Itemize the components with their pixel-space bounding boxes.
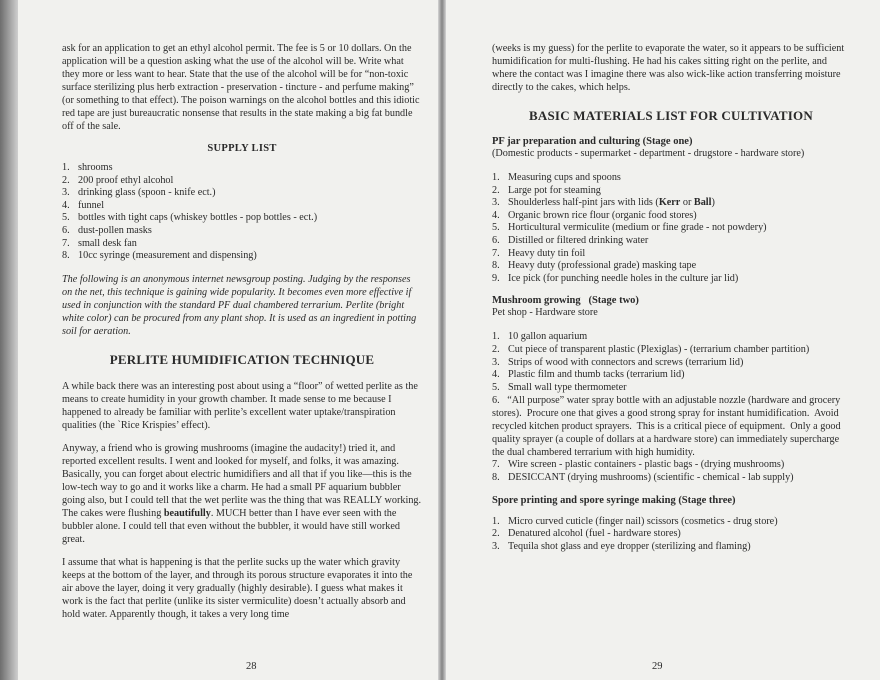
list-item xyxy=(492,222,850,235)
list-item-number: 7. xyxy=(62,237,70,249)
list-item xyxy=(492,344,850,357)
list-item xyxy=(62,250,422,263)
list-item-number: 2. xyxy=(492,184,500,196)
stage-two-list-continued xyxy=(492,459,850,484)
list-item-number: 8. xyxy=(492,471,500,483)
list-item-text xyxy=(508,197,850,210)
brand-name: Ball xyxy=(693,197,712,209)
stage-two-list xyxy=(492,331,850,394)
list-item-number: 8. xyxy=(492,260,500,272)
continued-paragraph: (weeks is my guess) for the perlite to evaporate the water, so it appears to be sufficient humidification for multi-flushing. He had his cakes sitting right on the perlite, and where the contact was I imagine there was also wick-like action transferring moisture directly to the cakes, which helps. xyxy=(492,43,845,93)
list-item xyxy=(492,235,850,248)
list-item-text: drinking glass (spoon - knife ect.) xyxy=(78,187,216,199)
list-item-number: 6. xyxy=(62,224,70,236)
supply-list-heading: SUPPLY LIST xyxy=(207,143,277,154)
list-item-text: bottles with tight caps (whiskey bottles - pop bottles - ect.) xyxy=(78,212,318,224)
list-item-number: 3. xyxy=(62,187,70,199)
list-item xyxy=(492,357,850,370)
list-item xyxy=(492,331,850,344)
list-item-text-part: Shoulderless half-pint jars with lids ( xyxy=(508,197,659,209)
list-item-number: 4. xyxy=(492,209,500,221)
list-item-text: DESICCANT (drying mushrooms) (scientific - chemical - lab supply) xyxy=(508,471,794,483)
list-item-number: 5. xyxy=(492,381,500,393)
list-item-number: 4. xyxy=(62,199,70,211)
list-item xyxy=(62,238,422,251)
list-item-number: 1. xyxy=(492,331,500,343)
list-item xyxy=(492,197,850,210)
list-item-text: 200 proof ethyl alcohol xyxy=(78,174,174,186)
list-item-number: 6. xyxy=(492,234,500,246)
list-item xyxy=(62,225,422,238)
list-item xyxy=(62,200,422,213)
list-item-text: shrooms xyxy=(78,162,113,173)
list-item xyxy=(62,162,422,175)
list-item-text: Micro curved cuticle (finger nail) scissors (cosmetics - drug store) xyxy=(508,515,778,527)
list-item xyxy=(492,382,850,395)
emphasis-text: beautifully xyxy=(163,507,211,519)
list-item-text: Organic brown rice flour (organic food stores) xyxy=(508,209,697,221)
list-item-text-part: or xyxy=(680,197,694,209)
list-item-text-part: ) xyxy=(711,197,715,209)
list-item-text: Heavy duty (professional grade) masking tape xyxy=(508,260,697,272)
list-item-text: Tequila shot glass and eye dropper (sterilizing and flaming) xyxy=(508,540,751,552)
list-item-text: Heavy duty tin foil xyxy=(508,247,586,259)
list-item-text: Horticultural vermiculite (medium or fine grade - not powdery) xyxy=(508,222,767,234)
paragraph-text: . MUCH better than I have ever seen with the bubbler alone. I could tell that even without the bubbler, it would have still worked great. xyxy=(62,507,400,545)
list-item-text: Small wall type thermometer xyxy=(508,381,627,393)
list-item xyxy=(62,212,422,225)
list-item-number: 1. xyxy=(62,162,70,173)
list-item-text: Wire screen - plastic containers - plastic bags - (drying mushrooms) xyxy=(508,459,785,471)
list-item xyxy=(492,273,850,286)
perlite-paragraph-3: I assume that what is happening is that the perlite sucks up the water which gravity keeps at the bottom of the layer, and through its porous structure evaporates it into the air above the layer, doing it very gradually (highly desirable). I guess what makes it work is the fact that perlite (unlike its sister vermiculite) doesn’t actually absorb and hold water. Apparently though, it takes a very long time xyxy=(62,556,413,620)
list-item-text: Plastic film and thumb tacks (terrarium lid) xyxy=(508,369,685,381)
list-item-number: 9. xyxy=(492,272,500,284)
list-item xyxy=(492,248,850,261)
list-item xyxy=(492,172,850,185)
page-number-right: 29 xyxy=(652,661,663,672)
list-item-number: 5. xyxy=(492,222,500,234)
list-item xyxy=(492,528,850,541)
list-item-text: Measuring cups and spoons xyxy=(508,172,621,183)
paragraph-text: Anyway, a friend who is growing mushrooms (imagine the audacity!) tried it, and reported excellent results. I went and looked for myself, and folks, it was amazing. Basically, you can forget about electric humidifiers and all that if you like—this is the low-tech way to go and it works like a charm. He had a small PF aquarium bubbler going also, but I could tell that the wet perlite was the thing that was REALLY working. The cakes were flushing xyxy=(62,442,422,519)
stage-two-heading: Mushroom growing (Stage two) xyxy=(492,295,639,307)
left-page xyxy=(18,0,438,680)
list-item-text: small desk fan xyxy=(78,237,137,249)
list-item-text: Ice pick (for punching needle holes in the culture jar lid) xyxy=(508,272,739,284)
list-item-text: Strips of wood with connectors and screws (terrarium lid) xyxy=(508,356,744,368)
perlite-paragraph-1: A while back there was an interesting post about using a “floor” of wetted perlite as the means to create humidity in your growth chamber. It made sense to me because I happened to already be familiar with perlite’s excellent water uptake/transpiration qualities (the `Rice Krispies’ effect). xyxy=(62,380,418,431)
list-item-text: Cut piece of transparent plastic (Plexiglas) - (terrarium chamber partition) xyxy=(508,343,810,355)
stage-three-heading: Spore printing and spore syringe making (Stage three) xyxy=(492,494,736,506)
list-item-number: 2. xyxy=(492,528,500,540)
stage-three-list xyxy=(492,516,850,554)
list-item xyxy=(492,260,850,273)
right-page xyxy=(446,0,880,680)
page-number-left: 28 xyxy=(246,661,257,672)
stage-one-heading: PF jar preparation and culturing (Stage one) xyxy=(492,136,693,147)
list-item-text: Denatured alcohol (fuel - hardware stores) xyxy=(508,528,681,540)
list-item xyxy=(492,459,850,472)
list-item-number: 3. xyxy=(492,356,500,368)
list-item xyxy=(492,516,850,529)
perlite-technique-heading: PERLITE HUMIDIFICATION TECHNIQUE xyxy=(109,351,375,367)
list-item-text: 10cc syringe (measurement and dispensing) xyxy=(78,250,257,262)
list-item-number: 3. xyxy=(492,540,500,552)
list-item xyxy=(492,185,850,198)
materials-list-heading: BASIC MATERIALS LIST FOR CULTIVATION xyxy=(529,108,813,123)
list-item-number: 1. xyxy=(492,172,500,183)
intro-paragraph: ask for an application to get an ethyl alcohol permit. The fee is 5 or 10 dollars. On the application will be a question asking what the use of the alcohol will be. Write what they more or less want to hear. State that the use of the alcohol will be for “non-toxic surface sterilizing plus herb extraction - preservation - tincture - and perfume making” (or something to that effect). The poison warnings on the alcohol bottles and this idiotic red tape are just bureaucratic nonsense that results in the state making a big fat bundle off of the sale. xyxy=(62,43,420,132)
list-item-number: 2. xyxy=(492,343,500,355)
stage-two-sources: Pet shop - Hardware store xyxy=(492,307,598,319)
newsgroup-note: The following is an anonymous internet newsgroup posting. Judging by the responses on the net, this technique is gaining wide popularity. It becomes even more effective if used in conjunction with the standard PF dual chambered terrarium. Perlite (bright white color) can be procured from any plant shop. It is used as an ingredient in potting soil for aeration. xyxy=(62,273,417,337)
list-item-text: Distilled or filtered drinking water xyxy=(508,234,649,246)
list-item xyxy=(492,369,850,382)
list-item-text: 10 gallon aquarium xyxy=(508,331,588,343)
list-item-text: dust-pollen masks xyxy=(78,224,152,236)
perlite-paragraph-2 xyxy=(62,442,422,546)
list-item-number: 4. xyxy=(492,369,500,381)
list-item-number: 5. xyxy=(62,212,70,224)
list-item-number: 8. xyxy=(62,250,70,262)
list-item xyxy=(492,210,850,223)
brand-name: Kerr xyxy=(658,197,681,209)
list-item xyxy=(492,541,850,554)
stage-one-sources: (Domestic products - supermarket - department - drugstore - hardware store) xyxy=(492,148,805,159)
list-item-number: 3. xyxy=(492,197,500,209)
list-item-number: 1. xyxy=(492,515,500,527)
list-item-number: 7. xyxy=(492,247,500,259)
list-item-text: Large pot for steaming xyxy=(508,184,601,196)
list-item xyxy=(62,187,422,200)
list-item-number: 2. xyxy=(62,174,70,186)
list-item xyxy=(62,175,422,188)
list-item xyxy=(492,472,850,485)
stage-two-item-6: 6. “All purpose” water spray bottle with an adjustable nozzle (hardware and grocery stores). Procure one that gives a good strong spray for instant humidification. Avoid recycled kitchen product sprayers. This is a critical piece of equipment. Only a good quality sprayer (a couple of dollars at a hardware store) can immediately supercharge the dual chambered terrarium with high humidity. xyxy=(492,395,844,459)
supply-list xyxy=(62,162,422,263)
list-item-text: funnel xyxy=(78,199,105,211)
stage-one-list xyxy=(492,172,850,285)
book-edge-left xyxy=(0,0,18,680)
book-spine xyxy=(438,0,446,680)
list-item-number: 7. xyxy=(492,459,500,471)
